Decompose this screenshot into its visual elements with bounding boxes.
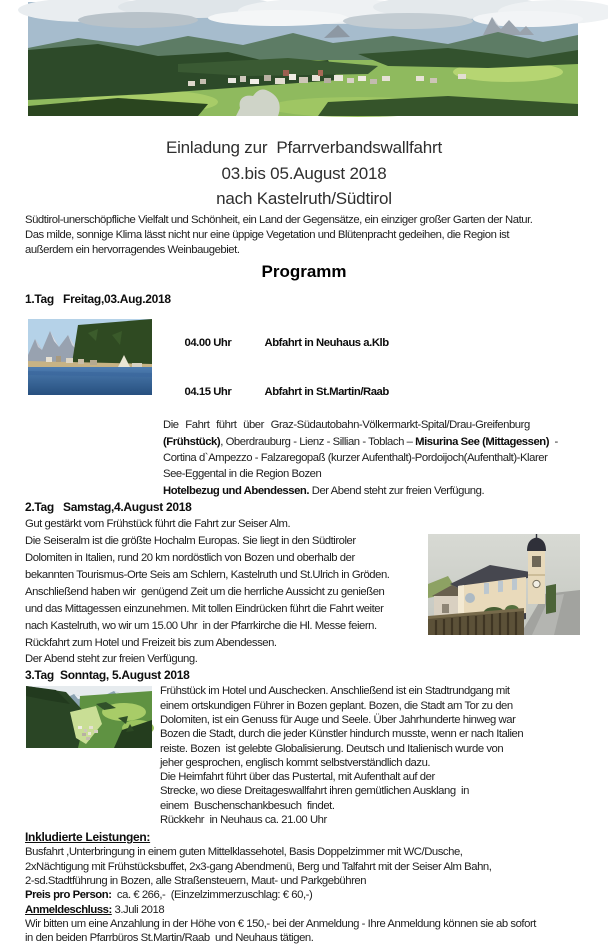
included-section: [25, 830, 608, 945]
day2-photo-wrap: [428, 534, 580, 668]
day1-route-line: (Frühstück), Oberdrauburg - Lienz - Sillian - Toblach – Misurina See (Mittagessen) -: [163, 435, 558, 448]
day3-line: Bozen die Stadt, durch die jeder Künstler hindurch musste, wenn er nach Italien: [160, 728, 524, 741]
flyer-page: [0, 2, 608, 945]
day2-line: Gut gestärkt vom Frühstück führt die Fahrt zur Seiser Alm.: [25, 518, 291, 531]
day1-departure-2: [163, 368, 591, 417]
note-line: Wir bitten um eine Anzahlung in der Höhe von € 150,- bei der Anmeldung - Ihre Anmeldung können sie ab sofort: [25, 917, 536, 930]
program-heading: Programm: [261, 261, 347, 281]
day3-line: einem Buschenschankbesuch findet.: [160, 799, 335, 812]
departure-place: Abfahrt in Neuhaus a.Klb: [264, 337, 389, 350]
day3-line: Dolomiten, ist ein Genuss für Auge und Seele. Über Jahrhunderte hinweg war: [160, 713, 516, 726]
day1-route-line: Die Fahrt führt über Graz-Südautobahn-Völkermarkt-Spital/Drau-Greifenburg: [163, 419, 530, 432]
day3-line: einem ortskundigen Führer in Bozen geplant. Bozen, die Stadt am Tor zu den: [160, 699, 513, 712]
day3-line: Die Heimfahrt führt über das Pustertal, mit Aufenthalt auf der: [160, 771, 435, 784]
included-line: Busfahrt ,Unterbringung in einem guten Mittelklassehotel, Basis Doppelzimmer mit WC/Dusche,: [25, 846, 463, 859]
day2-line: Anschließend haben wir genügend Zeit um die herrliche Aussicht zu genießen: [25, 585, 385, 598]
departure-time: 04.00 Uhr: [184, 337, 232, 350]
day3-text: [160, 684, 598, 827]
departure-time: 04.15 Uhr: [184, 386, 232, 399]
intro-line: Das milde, sonnige Klima lässt nicht nur eine üppige Vegetation und Blütenpracht gedeihen, die Region ist: [25, 228, 510, 241]
intro-line: Südtirol-unerschöpfliche Vielfalt und Schönheit, ein Land der Gegensätze, ein einziger großer Garten der Natur.: [25, 213, 533, 226]
day2-header: 2.Tag Samstag,4.August 2018: [25, 500, 192, 515]
day2-line: und das Mittagessen einzunehmen. Mit tollen Eindrücken führt die Fahrt weiter: [25, 602, 384, 615]
intro-paragraph: [25, 213, 588, 259]
day2-line: Dolomiten in Italien, rund 20 km nordöstlich von Bozen und oberhalb der: [25, 552, 355, 564]
day1-text: [163, 319, 591, 499]
day1-route-line: See-Eggental in die Region Bozen: [163, 468, 322, 481]
day2-text: [25, 516, 428, 668]
day3-valley-photo: [26, 686, 152, 748]
title-line-2: 03.bis 05.August 2018: [221, 163, 387, 183]
price-line: Preis pro Person: ca. € 266,- (Einzelzimmerzuschlag: € 60,-): [25, 889, 313, 902]
departure-place: Abfahrt in St.Martin/Raab: [264, 386, 389, 399]
day1-evening-line: Hotelbezug und Abendessen. Der Abend steht zur freien Verfügung.: [163, 484, 485, 497]
day3-line: reiste. Bozen ist gelebte Globalisierung. Deutsch und Italienisch wurde von: [160, 742, 504, 755]
day1-section: [28, 319, 608, 499]
title-block: [0, 135, 608, 212]
note-line: in den beiden Pfarrbüros St.Martin/Raab und Neuhaus tätigen.: [25, 932, 314, 945]
title-line-3: nach Kastelruth/Südtirol: [216, 189, 392, 208]
day2-line: bekannten Tourismus-Orte Seis am Schlern, Kastelruth und St.Ulrich in Gröden.: [25, 568, 390, 581]
day3-section: [26, 684, 608, 827]
day1-lake-photo: [28, 319, 152, 395]
included-line: 2-sd.Stadtführung in Bozen, alle Straßensteuern, Maut- und Parkgebühren: [25, 874, 367, 887]
day3-line: jeher gesprochen, englisch kommt selbstverständlich dazu.: [160, 756, 431, 769]
day2-line: Der Abend steht zur freien Verfügung.: [25, 653, 198, 666]
intro-line: außerdem ein hervorragendes Weinbaugebiet.: [25, 244, 240, 257]
day2-line: nach Kastelruth, wo wir um 15.00 Uhr in der Pfarrkirche die Hl. Messe feiern.: [25, 619, 377, 632]
day2-section: [25, 516, 580, 668]
hero-panorama-photo: [28, 2, 578, 116]
day1-departure-1: [163, 319, 591, 368]
day3-header: 3.Tag Sonntag, 5.August 2018: [25, 668, 190, 683]
title-line-1: Einladung zur Pfarrverbandswallfahrt: [165, 138, 443, 157]
day2-line: Die Seiseralm ist die größte Hochalm Europas. Sie liegt in den Südtiroler: [25, 535, 356, 548]
day2-line: Rückfahrt zum Hotel und Freizeit bis zum Abendessen.: [25, 636, 277, 649]
deadline-line: Anmeldeschluss: 3.Juli 2018: [25, 903, 165, 916]
day1-header: 1.Tag Freitag,03.Aug.2018: [25, 291, 171, 306]
day1-route-line: Cortina d`Ampezzo - Falzaregopaß (kurzer Aufenthalt)-Pordoijoch(Aufenthalt)-Klarer: [163, 451, 548, 464]
day3-line: Rückkehr in Neuhaus ca. 21.00 Uhr: [160, 814, 327, 827]
day2-church-photo: [428, 534, 580, 635]
included-line: 2xNächtigung mit Frühstücksbuffet, 2x3-gang Abendmenü, Berg und Talfahrt mit der Seiser Alm Bahn,: [25, 860, 492, 873]
day3-line: Frühstück im Hotel und Auschecken. Anschließend ist ein Stadtrundgang mit: [160, 685, 510, 698]
day3-line: Strecke, wo diese Dreitageswallfahrt ihren gemütlichen Ausklang in: [160, 785, 469, 798]
included-heading: Inkludierte Leistungen:: [25, 830, 151, 845]
